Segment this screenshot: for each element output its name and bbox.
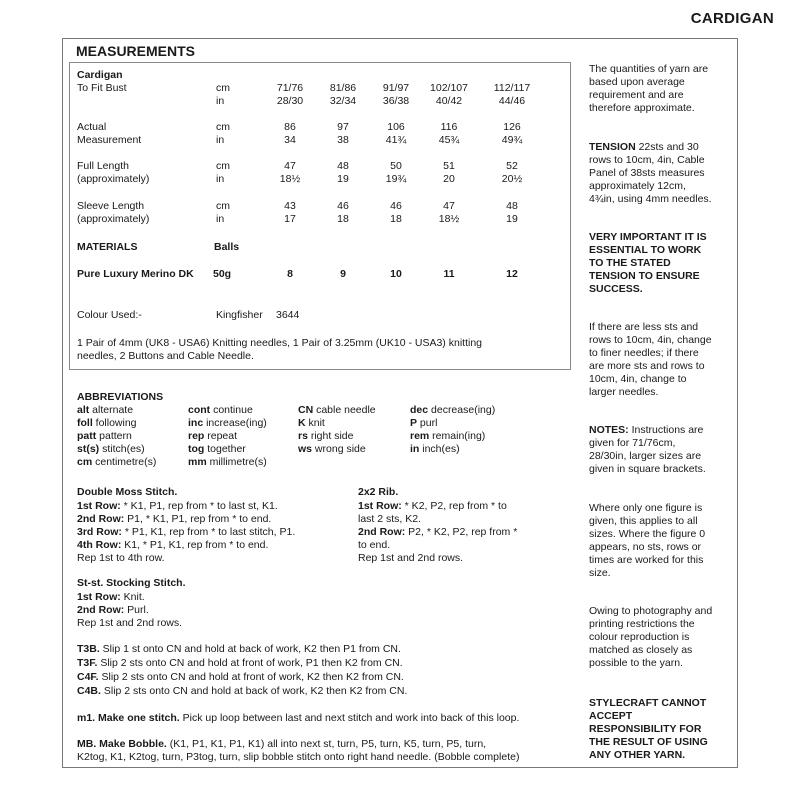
measure-value: 126 <box>503 121 521 133</box>
abbreviation-item-text: alternate <box>89 404 134 416</box>
cable-instruction-text: Slip 1 st onto CN and hold at back of work, K2 then P1 from CN. <box>99 643 401 655</box>
tension-note-text: 22sts and 30 <box>635 141 699 153</box>
yarn-quantity-note: requirement and are <box>589 89 684 101</box>
measure-value: 48 <box>506 200 518 212</box>
stitch-row-label: 2nd Row: <box>77 513 125 525</box>
abbreviation-item <box>298 404 376 417</box>
stitch-row-text: last 2 sts, K2. <box>358 513 422 525</box>
abbreviation-item <box>188 417 267 430</box>
abbreviation-item-text: increase(ing) <box>203 417 267 429</box>
abbreviation-item-text: continue <box>210 404 253 416</box>
abbreviation-item <box>298 417 325 430</box>
balls-value: 9 <box>340 268 346 280</box>
disclaimer: ANY OTHER YARN. <box>589 749 686 761</box>
disclaimer: STYLECRAFT CANNOT <box>589 697 707 709</box>
measure-value: 20 <box>443 173 455 185</box>
cable-instruction-label: C4F. <box>77 671 99 683</box>
unit-label: in <box>216 173 225 185</box>
stitch-title: 2x2 Rib. <box>358 486 399 498</box>
measure-value: 86 <box>284 121 296 133</box>
disclaimer: ACCEPT <box>589 710 633 722</box>
measure-label: Measurement <box>77 134 142 146</box>
stitch-row <box>358 500 507 513</box>
one-figure-note: given, this applies to all <box>589 515 698 527</box>
cable-instruction-text: Slip 2 sts onto CN and hold at front of work, P1 then K2 from CN. <box>97 657 403 669</box>
measure-value: 18 <box>390 213 402 225</box>
unit-label: in <box>216 95 225 107</box>
notes: 28/30in, larger sizes are <box>589 450 702 462</box>
measure-value: 45¾ <box>438 134 460 146</box>
stitch-title: Double Moss Stitch. <box>77 486 178 498</box>
notes: given for 71/76cm, <box>589 437 676 449</box>
measure-value: 112/117 <box>493 82 531 94</box>
garment-name: Cardigan <box>77 69 123 81</box>
abbreviation-item-text: right side <box>307 430 354 442</box>
cable-instruction <box>77 643 401 656</box>
notes <box>589 424 703 437</box>
abbreviation-item-text: centimetre(s) <box>92 456 157 468</box>
stitch-row-text: Rep 1st and 2nd rows. <box>77 617 183 629</box>
abbreviation-item-label: cm <box>77 456 93 468</box>
abbreviation-item-text: cable needle <box>313 404 376 416</box>
measure-value: 28/30 <box>276 95 304 107</box>
measure-value: 46 <box>337 200 349 212</box>
make-one-instruction-text: Pick up loop between last and next stitch and work into back of this loop. <box>179 712 520 724</box>
abbreviation-item-label: rs <box>298 430 308 442</box>
make-bobble-instruction: K2tog, K1, K2tog, turn, P3tog, turn, slip bobble stitch onto right hand needle. (Bobble complete) <box>77 751 520 763</box>
measure-value: 102/107 <box>430 82 468 94</box>
cable-instruction-text: Slip 2 sts onto CN and hold at front of work, K2 then K2 from CN. <box>98 671 404 683</box>
abbreviation-item <box>77 417 137 430</box>
balls-value: 8 <box>287 268 293 280</box>
measure-value: 17 <box>284 213 296 225</box>
abbreviation-item-label: alt <box>77 404 90 416</box>
measure-value: 46 <box>390 200 402 212</box>
abbreviation-item-label: foll <box>77 417 93 429</box>
stitch-row-text: P1, * K1, P1, rep from * to end. <box>124 513 272 525</box>
measure-value: 106 <box>387 121 405 133</box>
unit-label: cm <box>216 160 230 172</box>
stitch-row-label: 3rd Row: <box>77 526 122 538</box>
abbreviations-heading: ABBREVIATIONS <box>77 391 164 403</box>
stitch-row <box>77 526 295 539</box>
abbreviation-item <box>188 443 246 456</box>
measure-value: 40/42 <box>435 95 463 107</box>
yarn-quantity-note: therefore approximate. <box>589 102 695 114</box>
measure-value: 48 <box>337 160 349 172</box>
measure-value: 20½ <box>501 173 523 185</box>
measure-value: 18½ <box>438 213 460 225</box>
needle-change-note: larger needles. <box>589 386 659 398</box>
measure-value: 91/97 <box>382 82 410 94</box>
measure-label: Actual <box>77 121 107 133</box>
stitch-row <box>77 552 165 565</box>
measure-value: 41¾ <box>385 134 407 146</box>
measure-value: 44/46 <box>498 95 526 107</box>
abbreviation-item-label: inc <box>188 417 204 429</box>
stitch-row-label: 1st Row: <box>77 500 121 512</box>
stitch-row-text: P2, * K2, P2, rep from * <box>405 526 518 538</box>
unit-label: in <box>216 134 225 146</box>
measure-value: 19¾ <box>385 173 407 185</box>
materials-heading: MATERIALS <box>77 241 138 253</box>
measure-label: Full Length <box>77 160 129 172</box>
needle-change-note: If there are less sts and <box>589 321 699 333</box>
stitch-row <box>77 500 278 513</box>
stitch-row-label: 2nd Row: <box>77 604 125 616</box>
balls-value: 12 <box>506 268 518 280</box>
abbreviation-item-text: wrong side <box>312 443 366 455</box>
stitch-row <box>77 617 182 630</box>
stitch-row <box>358 552 463 565</box>
abbreviation-item-text: together <box>204 443 246 455</box>
abbreviation-item-text: repeat <box>204 430 238 442</box>
abbreviation-item <box>77 430 132 443</box>
tension-note: Panel of 38sts measures <box>589 167 705 179</box>
needle-change-note: 10cm, 4in, change to <box>589 373 687 385</box>
colour-code: 3644 <box>276 309 300 321</box>
stitch-row-text: Rep 1st to 4th row. <box>77 552 165 564</box>
cable-instruction <box>77 685 407 698</box>
abbreviation-item <box>188 456 267 469</box>
abbreviation-item <box>298 443 366 456</box>
stitch-row-text: * K2, P2, rep from * to <box>401 500 507 512</box>
one-figure-note: sizes. Where the figure 0 <box>589 528 706 540</box>
cable-instruction-label: C4B. <box>77 685 101 697</box>
abbreviation-item-label: patt <box>77 430 97 442</box>
yarn-quantity-note: based upon average <box>589 76 685 88</box>
tension-note: 4¾in, using 4mm needles. <box>589 193 712 205</box>
abbreviation-item-label: cont <box>188 404 211 416</box>
measure-value: 51 <box>443 160 455 172</box>
make-one-instruction <box>77 712 519 725</box>
abbreviation-item-label: P <box>410 417 418 429</box>
stitch-row-text: Rep 1st and 2nd rows. <box>358 552 464 564</box>
abbreviation-item-label: rep <box>188 430 205 442</box>
measure-value: 38 <box>337 134 349 146</box>
measure-value: 116 <box>440 121 458 133</box>
photography-note: printing restrictions the <box>589 618 695 630</box>
make-bobble-instruction <box>77 738 486 751</box>
important-warning: SUCCESS. <box>589 283 643 295</box>
stitch-row <box>77 604 149 617</box>
measure-label: (approximately) <box>77 213 150 225</box>
cable-instruction <box>77 657 403 670</box>
measure-value: 18½ <box>279 173 301 185</box>
important-warning: VERY IMPORTANT IT IS <box>589 231 707 243</box>
abbreviation-item <box>77 456 156 469</box>
tension-note <box>589 141 699 154</box>
balls-label: Balls <box>214 241 240 253</box>
measure-value: 36/38 <box>382 95 410 107</box>
measure-value: 43 <box>284 200 296 212</box>
abbreviation-item <box>410 443 460 456</box>
stitch-row-text: * P1, K1, rep from * to last stitch, P1. <box>121 526 296 538</box>
stitch-row-text: to end. <box>358 539 391 551</box>
abbreviation-item-label: rem <box>410 430 430 442</box>
stitch-row-label: 1st Row: <box>358 500 402 512</box>
stitch-row-text: Knit. <box>120 591 145 603</box>
needle-change-note: to finer needles; if there <box>589 347 699 359</box>
unit-label: cm <box>216 82 230 94</box>
make-bobble-instruction-text: (K1, P1, K1, P1, K1) all into next st, turn, P5, turn, K5, turn, P5, turn, <box>166 738 487 750</box>
notes-text: Instructions are <box>628 424 704 436</box>
yarn-name: Pure Luxury Merino DK <box>77 268 194 280</box>
abbreviation-item-text: pattern <box>96 430 132 442</box>
abbreviation-item <box>77 404 133 417</box>
yarn-quantity-note: The quantities of yarn are <box>589 63 709 75</box>
abbreviation-item <box>188 404 253 417</box>
unit-label: in <box>216 213 225 225</box>
stitch-row-text: * K1, P1, rep from * to last st, K1. <box>120 500 278 512</box>
measure-value: 18 <box>337 213 349 225</box>
tension-note: approximately 12cm, <box>589 180 686 192</box>
abbreviation-item-label: CN <box>298 404 314 416</box>
abbreviation-item-text: knit <box>305 417 325 429</box>
measure-value: 71/76 <box>276 82 304 94</box>
abbreviation-item <box>298 430 353 443</box>
measure-value: 34 <box>284 134 296 146</box>
balls-value: 11 <box>443 268 455 280</box>
one-figure-note: size. <box>589 567 611 579</box>
measure-value: 47 <box>443 200 455 212</box>
measure-label: To Fit Bust <box>77 82 127 94</box>
document-title: CARDIGAN <box>690 10 774 27</box>
abbreviation-item-text: stitch(es) <box>99 443 145 455</box>
measurements-heading: MEASUREMENTS <box>76 43 196 59</box>
measure-value: 50 <box>390 160 402 172</box>
abbreviation-item-text: inch(es) <box>419 443 460 455</box>
one-figure-note: Where only one figure is <box>589 502 703 514</box>
needles-text: needles, 2 Buttons and Cable Needle. <box>77 350 254 362</box>
measure-value: 81/86 <box>329 82 357 94</box>
one-figure-note: appears, no sts, rows or <box>589 541 702 553</box>
stitch-row <box>77 539 268 552</box>
make-bobble-instruction-label: MB. Make Bobble. <box>77 738 167 750</box>
needles-text: 1 Pair of 4mm (UK8 - USA6) Knitting needles, 1 Pair of 3.25mm (UK10 - USA3) knitting <box>77 337 482 349</box>
colour-label: Colour Used:- <box>77 309 142 321</box>
stitch-row-text: K1, * P1, K1, rep from * to end. <box>121 539 269 551</box>
unit-label: cm <box>216 200 230 212</box>
abbreviation-item <box>410 430 485 443</box>
important-warning: ESSENTIAL TO WORK <box>589 244 702 256</box>
cable-instruction <box>77 671 404 684</box>
abbreviation-item <box>410 417 437 430</box>
abbreviation-item-label: ws <box>298 443 313 455</box>
photography-note: Owing to photography and <box>589 605 713 617</box>
balls-value: 10 <box>390 268 402 280</box>
disclaimer: THE RESULT OF USING <box>589 736 708 748</box>
colour-name: Kingfisher <box>216 309 263 321</box>
stitch-row <box>77 591 145 604</box>
needle-change-note: are more sts and rows to <box>589 360 705 372</box>
abbreviation-item-text: millimetre(s) <box>206 456 267 468</box>
abbreviation-item-text: purl <box>417 417 438 429</box>
stitch-row <box>358 526 517 539</box>
stitch-row-label: 2nd Row: <box>358 526 406 538</box>
stitch-row-text: Purl. <box>124 604 149 616</box>
cable-instruction-text: Slip 2 sts onto CN and hold at back of work, K2 then K2 from CN. <box>100 685 408 697</box>
measure-value: 19 <box>506 213 518 225</box>
important-warning: TENSION TO ENSURE <box>589 270 700 282</box>
stitch-title: St-st. Stocking Stitch. <box>77 577 186 589</box>
measure-label: Sleeve Length <box>77 200 145 212</box>
photography-note: possible to the yarn. <box>589 657 683 669</box>
measure-value: 47 <box>284 160 296 172</box>
tension-note-label: TENSION <box>589 141 636 153</box>
needle-change-note: rows to 10cm, 4in, change <box>589 334 712 346</box>
photography-note: colour reproduction is <box>589 631 690 643</box>
unit-label: cm <box>216 121 230 133</box>
tension-note: rows to 10cm, 4in, Cable <box>589 154 705 166</box>
disclaimer: RESPONSIBILITY FOR <box>589 723 702 735</box>
notes: given in square brackets. <box>589 463 706 475</box>
cable-instruction-label: T3F. <box>77 657 98 669</box>
measure-value: 19 <box>337 173 349 185</box>
abbreviation-item-label: st(s) <box>77 443 100 455</box>
abbreviation-item-text: following <box>92 417 137 429</box>
measure-value: 97 <box>337 121 349 133</box>
abbreviation-item <box>188 430 237 443</box>
abbreviation-item <box>77 443 145 456</box>
measure-value: 32/34 <box>329 95 357 107</box>
abbreviation-item-label: K <box>298 417 306 429</box>
stitch-row <box>77 513 271 526</box>
abbreviation-item <box>410 404 495 417</box>
measure-value: 52 <box>506 160 518 172</box>
measure-label: (approximately) <box>77 173 150 185</box>
photography-note: matched as closely as <box>589 644 693 656</box>
stitch-row-label: 1st Row: <box>77 591 121 603</box>
abbreviation-item-label: mm <box>188 456 207 468</box>
measure-value: 49¾ <box>501 134 523 146</box>
make-one-instruction-label: m1. Make one stitch. <box>77 712 180 724</box>
one-figure-note: times are worked for this <box>589 554 704 566</box>
yarn-weight: 50g <box>213 268 232 280</box>
cable-instruction-label: T3B. <box>77 643 100 655</box>
stitch-row <box>358 539 390 552</box>
stitch-row-label: 4th Row: <box>77 539 122 551</box>
abbreviation-item-label: tog <box>188 443 205 455</box>
important-warning: TO THE STATED <box>589 257 671 269</box>
stitch-row <box>358 513 421 526</box>
abbreviation-item-text: decrease(ing) <box>428 404 496 416</box>
abbreviation-item-text: remain(ing) <box>429 430 486 442</box>
notes-label: NOTES: <box>589 424 629 436</box>
abbreviation-item-label: in <box>410 443 420 455</box>
abbreviation-item-label: dec <box>410 404 429 416</box>
